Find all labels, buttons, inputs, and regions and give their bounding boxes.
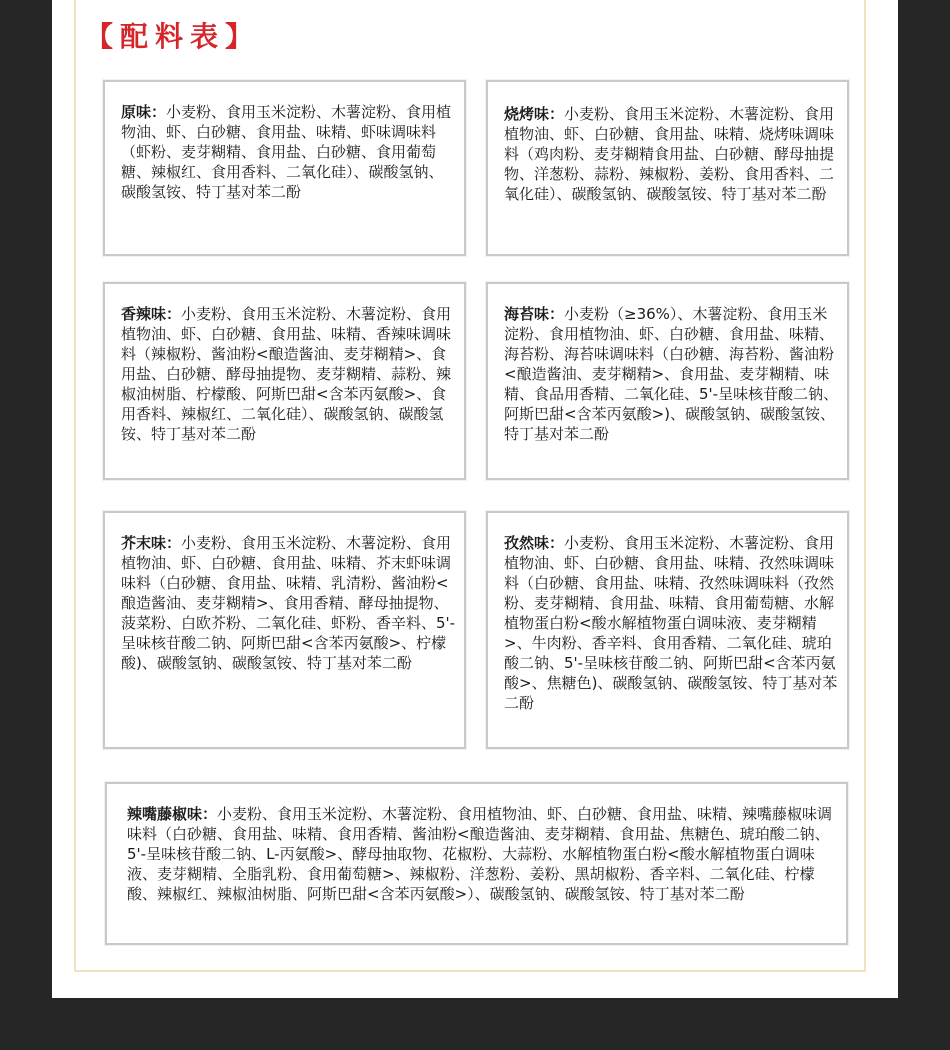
flavor-label: 原味： [121, 103, 167, 121]
flavor-label: 香辣味： [121, 305, 182, 323]
ingredient-list: 小麦粉、食用玉米淀粉、木薯淀粉、食用植物油、虾、白砂糖、食用盐、味精、虾味调味料（虾粉、麦芽糊精、食用盐、白砂糖、食用葡萄糖、辣椒红、食用香料、二氧化硅）、碳酸氢钠、碳酸氢铵、特丁基对苯二酚 [121, 103, 452, 201]
ingredient-box-pepper [105, 782, 848, 945]
ingredient-box-cumin [486, 511, 849, 749]
ingredient-text-spicy [121, 304, 456, 444]
ingredient-list: 小麦粉、食用玉米淀粉、木薯淀粉、食用植物油、虾、白砂糖、食用盐、味精、孜然味调味料（白砂糖、食用盐、味精、孜然味调味料（孜然粉、麦芽糊精、食用盐、味精、食用葡萄糖、水解植物蛋白粉<酸水解植物蛋白调味液、麦芽糊精>、牛肉粉、香辛料、食用香精、二氧化硅、琥珀酸二钠、5'-呈味核苷酸二钠、阿斯巴甜<含苯丙氨酸>、焦糖色)、碳酸氢钠、碳酸氢铵、特丁基对苯二酚 [504, 534, 838, 712]
ingredient-text-wasabi [121, 533, 456, 673]
flavor-label: 海苔味： [504, 305, 565, 323]
ingredient-list: 小麦粉、食用玉米淀粉、木薯淀粉、食用植物油、虾、白砂糖、食用盐、味精、芥末虾味调味料（白砂糖、食用盐、味精、乳清粉、酱油粉<酿造酱油、麦芽糊精>、食用香精、酵母抽提物、菠菜粉、白欧芥粉、二氧化硅、虾粉、香辛料、5'-呈味核苷酸二钠、阿斯巴甜<含苯丙氨酸>、柠檬酸)、碳酸氢钠、碳酸氢铵、特丁基对苯二酚 [121, 534, 456, 672]
ingredient-text-bbq [504, 104, 839, 204]
ingredient-box-spicy [103, 282, 466, 480]
ingredient-text-cumin [504, 533, 839, 713]
flavor-label: 孜然味： [504, 534, 565, 552]
ingredient-box-wasabi [103, 511, 466, 749]
ingredient-list: 小麦粉、食用玉米淀粉、木薯淀粉、食用植物油、虾、白砂糖、食用盐、味精、香辣味调味料（辣椒粉、酱油粉<酿造酱油、麦芽糊精>、食用盐、白砂糖、酵母抽提物、麦芽糊精、蒜粉、辣椒油树脂、柠檬酸、阿斯巴甜<含苯丙氨酸>、食用香料、辣椒红、二氧化硅）、碳酸氢钠、碳酸氢铵、特丁基对苯二酚 [121, 305, 452, 443]
ingredient-box-bbq [486, 80, 849, 256]
page-title: 【配料表】 [85, 20, 261, 53]
ingredient-box-original [103, 80, 466, 256]
ingredient-list: 小麦粉、食用玉米淀粉、木薯淀粉、食用植物油、虾、白砂糖、食用盐、味精、烧烤味调味料（鸡肉粉、麦芽糊精食用盐、白砂糖、酵母抽提物、洋葱粉、蒜粉、辣椒粉、姜粉、食用香料、二氧化硅）、碳酸氢钠、碳酸氢铵、特丁基对苯二酚 [504, 105, 835, 203]
ingredient-text-seaweed [504, 304, 839, 444]
flavor-label: 芥末味： [121, 534, 182, 552]
ingredient-list: 小麦粉、食用玉米淀粉、木薯淀粉、食用植物油、虾、白砂糖、食用盐、味精、辣嘴藤椒味调味料（白砂糖、食用盐、味精、食用香精、酱油粉<酿造酱油、麦芽糊精、食用盐、焦糖色、琥珀酸二钠、5'-呈味核苷酸二钠、L-丙氨酸>、酵母抽取物、花椒粉、大蒜粉、水解植物蛋白粉<酸水解植物蛋白调味液、麦芽糊精、全脂乳粉、食用葡萄糖>、辣椒粉、洋葱粉、姜粉、黑胡椒粉、香辛料、二氧化硅、柠檬酸、辣椒红、辣椒油树脂、阿斯巴甜<含苯丙氨酸>）、碳酸氢钠、碳酸氢铵、特丁基对苯二酚 [127, 805, 833, 903]
ingredient-box-seaweed [486, 282, 849, 480]
ingredient-text-pepper [127, 804, 838, 904]
ingredient-list: 小麦粉（≥36%）、木薯淀粉、食用玉米淀粉、食用植物油、虾、白砂糖、食用盐、味精、海苔粉、海苔味调味料（白砂糖、海苔粉、酱油粉<酿造酱油、麦芽糊精>、食用盐、麦芽糊精、味精、食品用香精、二氧化硅、5'-呈味核苷酸二钠、阿斯巴甜<含苯丙氨酸>)、碳酸氢钠、碳酸氢铵、特丁基对苯二酚 [504, 305, 839, 443]
flavor-label: 辣嘴藤椒味： [127, 805, 218, 823]
ingredient-text-original [121, 102, 456, 202]
flavor-label: 烧烤味： [504, 105, 565, 123]
